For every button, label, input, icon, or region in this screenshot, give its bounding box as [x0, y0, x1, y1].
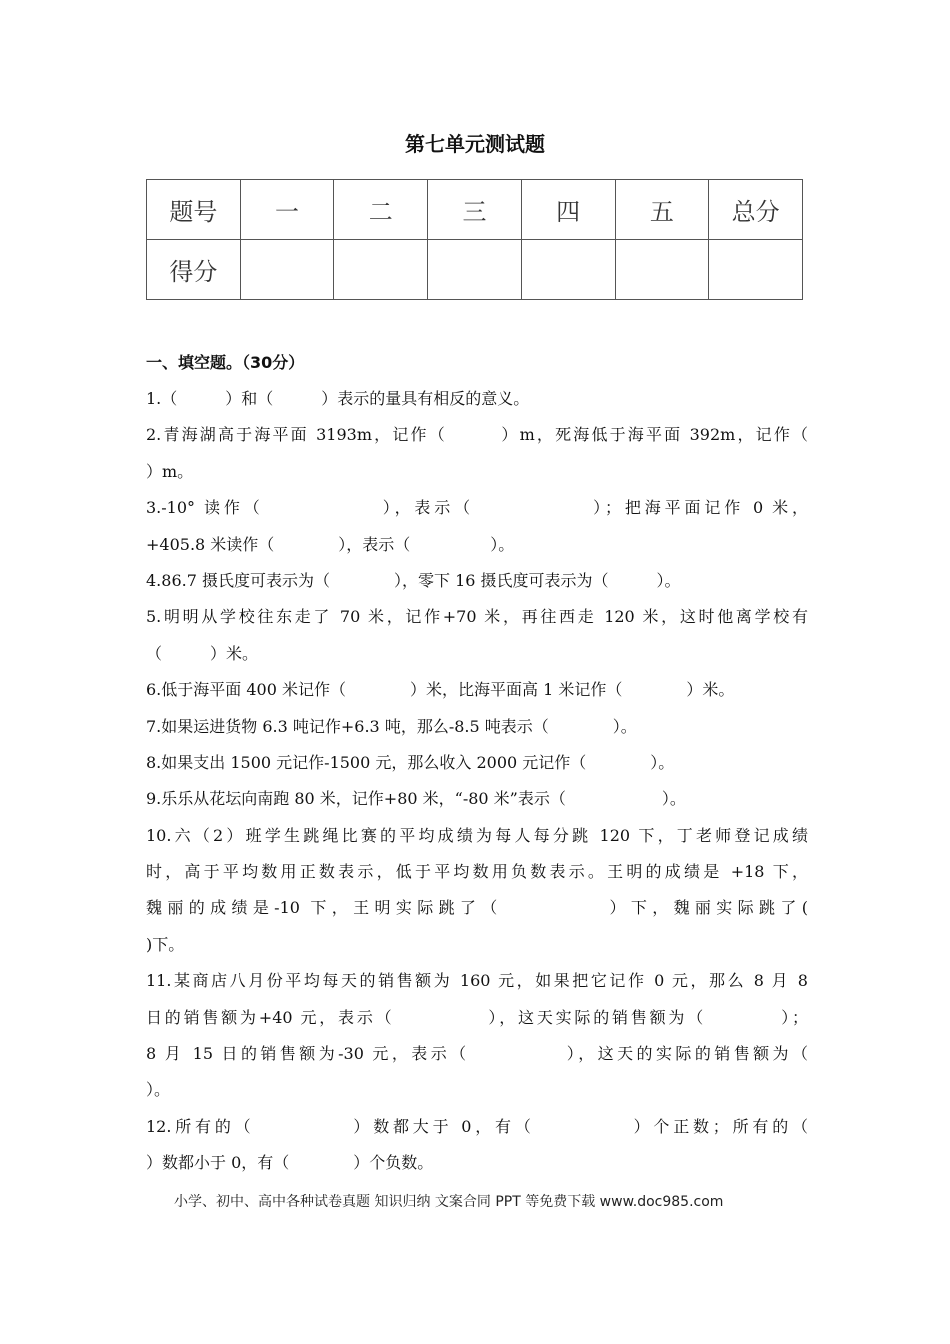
question-line: 4.86.7 摄氏度可表示为（ ），零下 16 摄氏度可表示为（ ）。	[146, 570, 681, 590]
score-table-header-cell: 一	[240, 180, 334, 240]
question-list	[146, 381, 808, 1182]
score-cell[interactable]	[521, 240, 615, 300]
score-cell[interactable]	[615, 240, 709, 300]
score-cell[interactable]	[240, 240, 334, 300]
question-line: 11.某商店八月份平均每天的销售额为 160 元，如果把它记作 0 元，那么 8 月 8	[146, 971, 808, 991]
question-line: )下。	[146, 934, 185, 954]
score-table-header-cell: 五	[615, 180, 709, 240]
score-table-score-row	[147, 240, 803, 300]
score-table-header-cell: 题号	[147, 180, 241, 240]
question-line: +405.8 米读作（ ），表示（ ）。	[146, 534, 515, 554]
question-line: 10.六（2）班学生跳绳比赛的平均成绩为每人每分跳 120 下，丁老师登记成绩	[146, 825, 808, 845]
score-table-header-cell: 三	[428, 180, 522, 240]
score-cell[interactable]	[334, 240, 428, 300]
page-title: 第七单元测试题	[405, 132, 545, 156]
question-line: 5.明明从学校往东走了 70 米，记作+70 米，再往西走 120 米，这时他离学校有	[146, 607, 808, 627]
question-line: ）数都小于 0，有（ ）个负数。	[146, 1153, 434, 1173]
score-table-header-cell: 二	[334, 180, 428, 240]
footer-note: 小学、初中、高中各种试卷真题 知识归纳 文案合同 PPT 等免费下载 www.doc985.com	[174, 1194, 724, 1210]
question-line: 12.所有的（ ）数都大于 0，有（ ）个正数；所有的（	[146, 1116, 808, 1136]
score-cell[interactable]	[709, 240, 803, 300]
score-table	[146, 179, 803, 300]
question-line: 时，高于平均数用正数表示，低于平均数用负数表示。王明的成绩是 +18 下，	[146, 862, 808, 882]
question-line: 1.（ ）和（ ）表示的量具有相反的意义。	[146, 389, 530, 408]
score-table-header-cell: 四	[521, 180, 615, 240]
question-line: 8.如果支出 1500 元记作-1500 元，那么收入 2000 元记作（ ）。	[146, 752, 675, 772]
score-cell[interactable]	[428, 240, 522, 300]
question-line: 魏丽的成绩是-10 下，王明实际跳了（ ）下，魏丽实际跳了(	[146, 898, 808, 918]
question-line: 6.低于海平面 400 米记作（ ）米，比海平面高 1 米记作（ ）米。	[146, 680, 735, 700]
question-line: 9.乐乐从花坛向南跑 80 米，记作+80 米，“-80 米”表示（ ）。	[146, 789, 686, 809]
question-line: 2.青海湖高于海平面 3193m，记作（ ）m，死海低于海平面 392m，记作（	[146, 425, 808, 445]
question-line: ）。	[146, 1080, 171, 1100]
question-line: 3.-10° 读作（ ），表示（ ）；把海平面记作 0 米，	[146, 498, 808, 518]
question-line: （ ）米。	[146, 643, 259, 663]
score-table-header-row	[147, 180, 803, 240]
question-line: 7.如果运进货物 6.3 吨记作+6.3 吨，那么-8.5 吨表示（ ）。	[146, 716, 637, 736]
question-line: 日的销售额为+40 元，表示（ ），这天实际的销售额为（ ）；	[146, 1007, 808, 1027]
question-line: ）m。	[146, 461, 194, 481]
score-row-label: 得分	[147, 240, 241, 300]
score-table-header-cell: 总分	[709, 180, 803, 240]
question-line: 8 月 15 日的销售额为-30 元，表示（ ），这天的实际的销售额为（	[146, 1044, 808, 1064]
section-title: 一、填空题。（30分）	[146, 353, 305, 372]
